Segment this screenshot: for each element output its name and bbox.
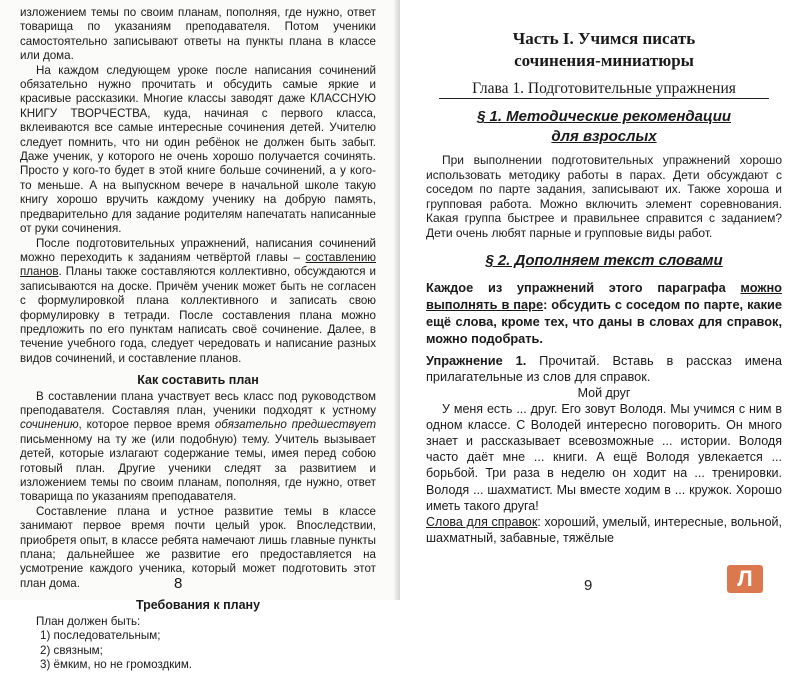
paragraph: При выполнении подготовительных упражнений хорошо использовать методику работы в парах. Дети обсуждают с соседом по парте задания, записывают их. Также хороша и групповая работа. Можно включить элемент соревнования. Какая группа быстрее и правильнее справится с заданием? Дети очень любят парные и групповые виды работ.	[426, 153, 782, 240]
exercise-text: Прочитай. Вставь в рассказ имена прилагательные из слов для справок.	[426, 352, 782, 384]
story-text: У меня есть ... друг. Его зовут Володя. Мы учимся с ним в одном классе. С Володей интересно поговорить. Он много знает и рассказывает всевозможные ... истории. Володя часто даёт мне ... книги. А ещё Володя увлекается ... борьбой. Три раза в неделю он ходит на ... тренировки. Володя ... шахматист. Мы вместе ходим в ... кружок. Хорошо иметь такого друга!	[426, 401, 782, 513]
underlined-text: можно выполнять в паре	[426, 279, 782, 312]
chapter-title: Глава 1. Подготовительные упражнения	[439, 80, 769, 99]
part-title-line: сочинения-миниатюры	[514, 51, 694, 70]
paragraph: изложением темы по своим планам, пополняя, где нужно, ответ товарища по указаниям преподавателя. Потом ученики самостоятельно записывают ответы на пункты плана в классе или дома.	[20, 6, 376, 63]
section-title	[426, 107, 782, 147]
section-heading: Требования к плану	[135, 598, 261, 613]
page-number: 8	[174, 575, 183, 592]
left-page	[0, 0, 400, 672]
list-item: 1) последовательным;	[40, 629, 161, 643]
paragraph: На каждом следующем уроке после написания сочинений обязательно нужно прочитать и обсудить самые яркие и красивые рассказики. Многие классы заводят даже КЛАССНУЮ КНИГУ ТВОРЧЕСТВА, куда, начиная с первого класса, вклеиваются все самые интересные сочинения детей. Учителю следует помнить, что ни один ребёнок не должен быть забыт. Даже ученик, у которого не очень хорошо получается сочинять. Просто у кого-то будет в этой книге больше сочинений, а у кого-то меньше. А на выпускном вечере в начальной школе такую книгу хорошо вручить каждому ученику на добрую память, предварительно для задание родителям напечатать написанные от руки сочинения.	[20, 63, 376, 236]
task-instruction	[426, 279, 782, 347]
section-title-line: § 1. Методические рекомендации	[476, 108, 732, 125]
list-item: 2) связным;	[40, 643, 103, 657]
paragraph	[20, 237, 376, 367]
word-bank-label: Слова для справок	[426, 514, 538, 529]
word-bank	[426, 514, 782, 546]
task-text: Каждое из упражнений этого параграфа	[426, 279, 741, 295]
right-page	[400, 0, 800, 600]
section-title-line: для взрослых	[551, 128, 657, 145]
paragraph-text: письменному на ту же (или подобную) тему. Учитель вызывает детей, которые излагают содержание темы, имея перед собою готовый план. Другие ученики следят за развитием и изложением темы по своим планам, пополняя, где нужно, ответ товарища по указаниям преподавателя.	[20, 432, 376, 504]
paragraph-text: . Планы также составляются коллективно, обсуждаются и записываются на доске. Причём ученик может быть не согласен с формулировкой плана коллективного и записать свою формулировку в тетради. После составления плана можно предложить по его пунктам написать своё сочинение. Далее, в течение учебного года, следует чередовать и написание разных видов сочинений, и составление планов.	[20, 265, 376, 365]
part-title-line: Часть I. Учимся писать	[512, 29, 696, 48]
section-heading: Как составить план	[137, 373, 259, 388]
paragraph-text: После подготовительных упражнений, написания сочинений можно переходить к заданиям четвёртой главы –	[20, 236, 376, 264]
task-text: : обсудить с соседом по парте, какие ещё слова, кроме тех, что даны в словах для справок, можно подобрать.	[426, 296, 782, 346]
italic-text: обязательно предшествует	[214, 418, 376, 432]
exercise-label: Упражнение 1.	[426, 352, 527, 368]
story-title: Мой друг	[577, 385, 631, 400]
underlined-text: составлению планов	[20, 250, 376, 279]
section-title-line: § 2. Дополняем текст словами	[485, 251, 723, 269]
requirements-list	[40, 629, 376, 673]
paragraph-text: В составлении плана участвует весь класс под руководством преподавателя. Составляя план, ученики подходят к устному	[20, 389, 376, 417]
word-bank-words: : хороший, умелый, интересные, вольной, шахматный, забавные, тяжёлые	[426, 514, 782, 545]
page-number: 9	[584, 577, 593, 594]
exercise-statement	[426, 353, 782, 385]
paragraph-text: , которое первое время	[78, 418, 215, 432]
italic-text: сочинению	[20, 418, 79, 432]
part-title	[426, 28, 782, 72]
paragraph: Составление плана и устное развитие темы в классе занимают первое время почти целый урок. Впоследствии, приобретя опыт, в классе ребята намечают лишь главные пункты плана; дальнейшее же развитие его предоставляется на усмотрение каждого ученика, который может подготовить этот план дома.	[20, 504, 376, 590]
list-item: 3) ёмким, но не громоздким.	[40, 658, 193, 672]
paragraph	[20, 390, 376, 505]
list-intro: План должен быть:	[36, 614, 141, 628]
exercise	[426, 353, 782, 546]
publisher-logo: Л	[727, 565, 763, 593]
left-page-text	[20, 6, 376, 673]
right-page-text	[426, 28, 782, 546]
section-title	[426, 251, 782, 271]
